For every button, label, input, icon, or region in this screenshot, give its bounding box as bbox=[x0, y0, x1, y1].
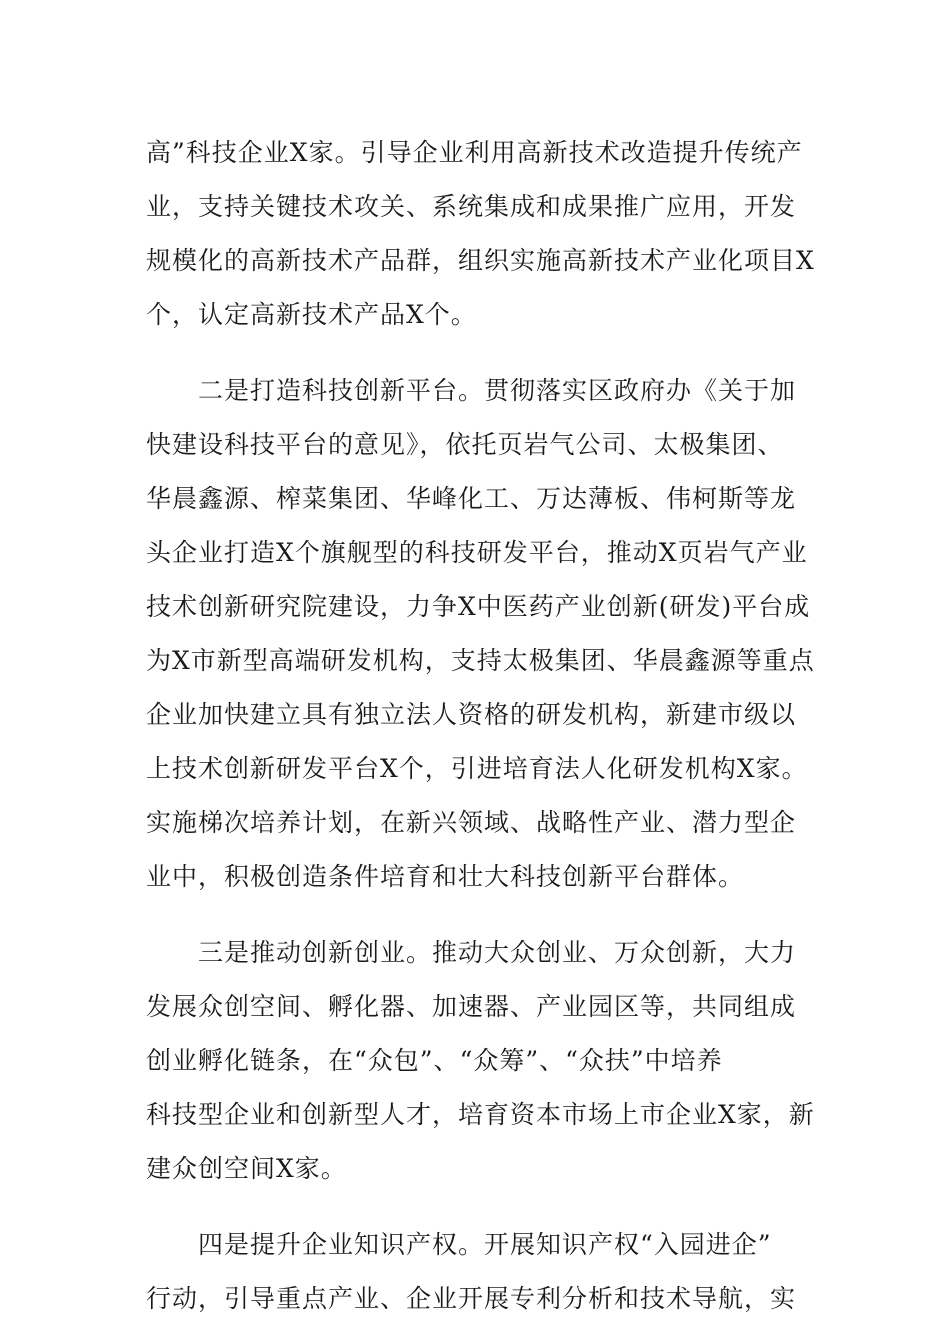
text-line: 二是打造科技创新平台。贯彻落实区政府办《关于加 bbox=[198, 376, 797, 405]
text-line: 企业加快建立具有独立法人资格的研发机构，新建市级以 bbox=[146, 700, 797, 729]
text-line: 华晨鑫源、榨菜集团、华峰化工、万达薄板、伟柯斯等龙 bbox=[146, 484, 797, 513]
document-body bbox=[146, 126, 815, 1326]
text-line: 发展众创空间、孵化器、加速器、产业园区等，共同组成 bbox=[146, 992, 797, 1021]
text-line: 上技术创新研发平台X个，引进培育法人化研发机构X家。 bbox=[146, 754, 808, 783]
text-line: 三是推动创新创业。推动大众创业、万众创新，大力 bbox=[198, 938, 797, 967]
text-line: 四是提升企业知识产权。开展知识产权“入园进企” bbox=[198, 1230, 772, 1259]
text-line: 创业孵化链条，在“众包”、“众筹”、“众扶”中培养 bbox=[146, 1046, 723, 1075]
text-line: 实施梯次培养计划，在新兴领域、战略性产业、潜力型企 bbox=[146, 808, 797, 837]
text-line: 个，认定高新技术产品X个。 bbox=[146, 300, 477, 329]
text-line: 快建设科技平台的意见》，依托页岩气公司、太极集团、 bbox=[146, 430, 784, 459]
text-line: 规模化的高新技术产品群，组织实施高新技术产业化项目X bbox=[146, 246, 815, 275]
text-line: 头企业打造X个旗舰型的科技研发平台，推动X页岩气产业 bbox=[146, 538, 808, 567]
text-line: 行动，引导重点产业、企业开展专利分析和技术导航，实 bbox=[146, 1284, 797, 1313]
paragraph-innovation-entrepreneurship bbox=[146, 926, 815, 1196]
paragraph-gap bbox=[146, 342, 806, 364]
paragraph-tech-platform bbox=[146, 364, 815, 904]
text-line: 业，支持关键技术攻关、系统集成和成果推广应用，开发 bbox=[146, 192, 797, 221]
text-line: 为X市新型高端研发机构，支持太极集团、华晨鑫源等重点 bbox=[146, 646, 815, 675]
text-line: 技术创新研究院建设，力争X中医药产业创新(研发)平台成 bbox=[146, 592, 811, 621]
paragraph-gap bbox=[146, 904, 806, 926]
text-line: 建众创空间X家。 bbox=[146, 1154, 347, 1183]
text-line: 科技型企业和创新型人才，培育资本市场上市企业X家，新 bbox=[146, 1100, 815, 1129]
text-line: 高”科技企业X家。引导企业利用高新技术改造提升传统产 bbox=[146, 138, 803, 167]
paragraph-gap bbox=[146, 1196, 806, 1218]
text-line: 业中，积极创造条件培育和壮大科技创新平台群体。 bbox=[146, 862, 745, 891]
paragraph-intellectual-property bbox=[146, 1218, 806, 1326]
paragraph-continuation bbox=[146, 126, 815, 342]
